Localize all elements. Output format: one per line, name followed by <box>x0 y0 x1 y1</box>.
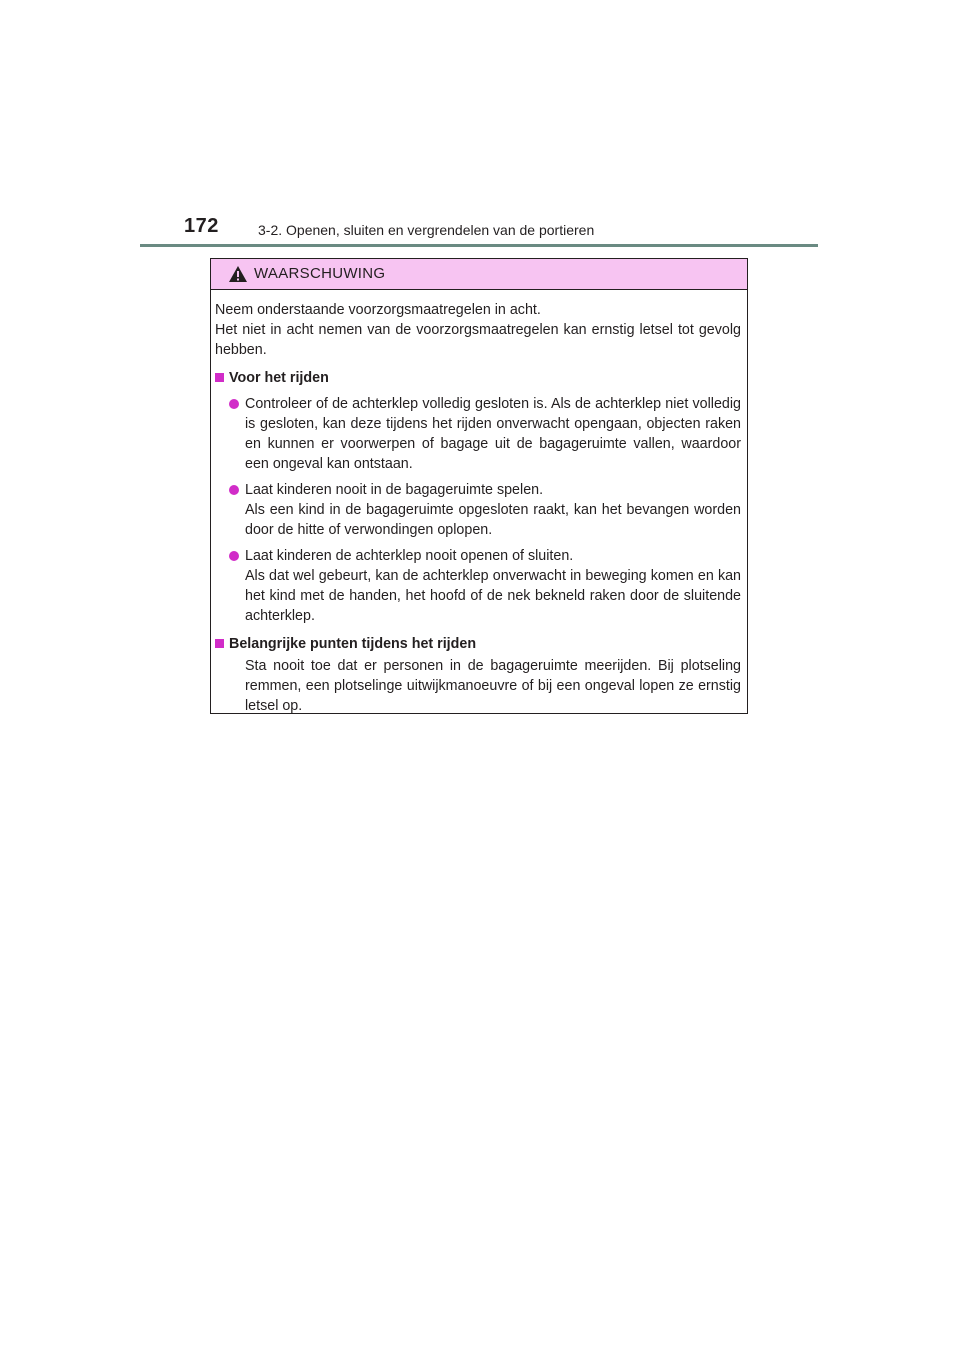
warning-box <box>210 258 748 714</box>
list-item <box>215 546 741 626</box>
section-title: 3-2. Openen, sluiten en vergrendelen van de portieren <box>258 222 595 238</box>
square-bullet-icon <box>215 639 224 648</box>
header-rule <box>140 244 818 247</box>
square-bullet-icon <box>215 373 224 382</box>
warning-triangle-icon <box>228 265 248 283</box>
warning-title: WAARSCHUWING <box>254 265 386 282</box>
bullet-text: Controleer of de achterklep volledig gesloten is. Als de achterklep niet volledig is gesloten, kan deze tijdens het rijden onverwacht opengaan, objecten raken en kunnen er voorwerpen of bagage uit de bagageruimte vallen, waardoor een ongeval kan ontstaan. <box>245 396 741 472</box>
section-heading-label: Voor het rijden <box>229 370 329 386</box>
page-number: 172 <box>184 215 219 237</box>
bullet-text: Laat kinderen nooit in de bagageruimte spelen. <box>245 482 544 498</box>
section-heading-belangrijke-punten <box>215 634 741 654</box>
list-item <box>215 394 741 474</box>
section-paragraph <box>215 656 741 716</box>
bullet-text: Laat kinderen de achterklep nooit openen of sluiten. <box>245 548 574 564</box>
round-bullet-icon <box>229 485 239 495</box>
section-heading-voor-het-rijden <box>215 368 741 388</box>
section-heading-label: Belangrijke punten tijdens het rijden <box>229 636 477 652</box>
round-bullet-icon <box>229 399 239 409</box>
warning-header <box>211 259 747 290</box>
warning-body <box>211 290 747 716</box>
bullet-subtext: Als een kind in de bagageruimte opgesloten raakt, kan het bevangen worden door de hitte of verwondingen oplopen. <box>245 502 741 538</box>
list-item <box>215 480 741 540</box>
round-bullet-icon <box>229 551 239 561</box>
intro-line-1: Neem onderstaande voorzorgsmaatregelen in acht. <box>215 302 541 318</box>
bullet-subtext: Als dat wel gebeurt, kan de achterklep onverwacht in beweging komen en kan het kind met de handen, het hoofd of de nek bekneld raken door de sluitende achterklep. <box>245 568 741 624</box>
paragraph-text: Sta nooit toe dat er personen in de bagageruimte meerijden. Bij plotseling remmen, een plotselinge uitwijkmanoeuvre of bij een ongeval lopen ze ernstig letsel op. <box>245 658 741 714</box>
warning-intro <box>215 300 741 360</box>
intro-line-2: Het niet in acht nemen van de voorzorgsmaatregelen kan ernstig letsel tot gevolg hebben. <box>215 322 741 358</box>
